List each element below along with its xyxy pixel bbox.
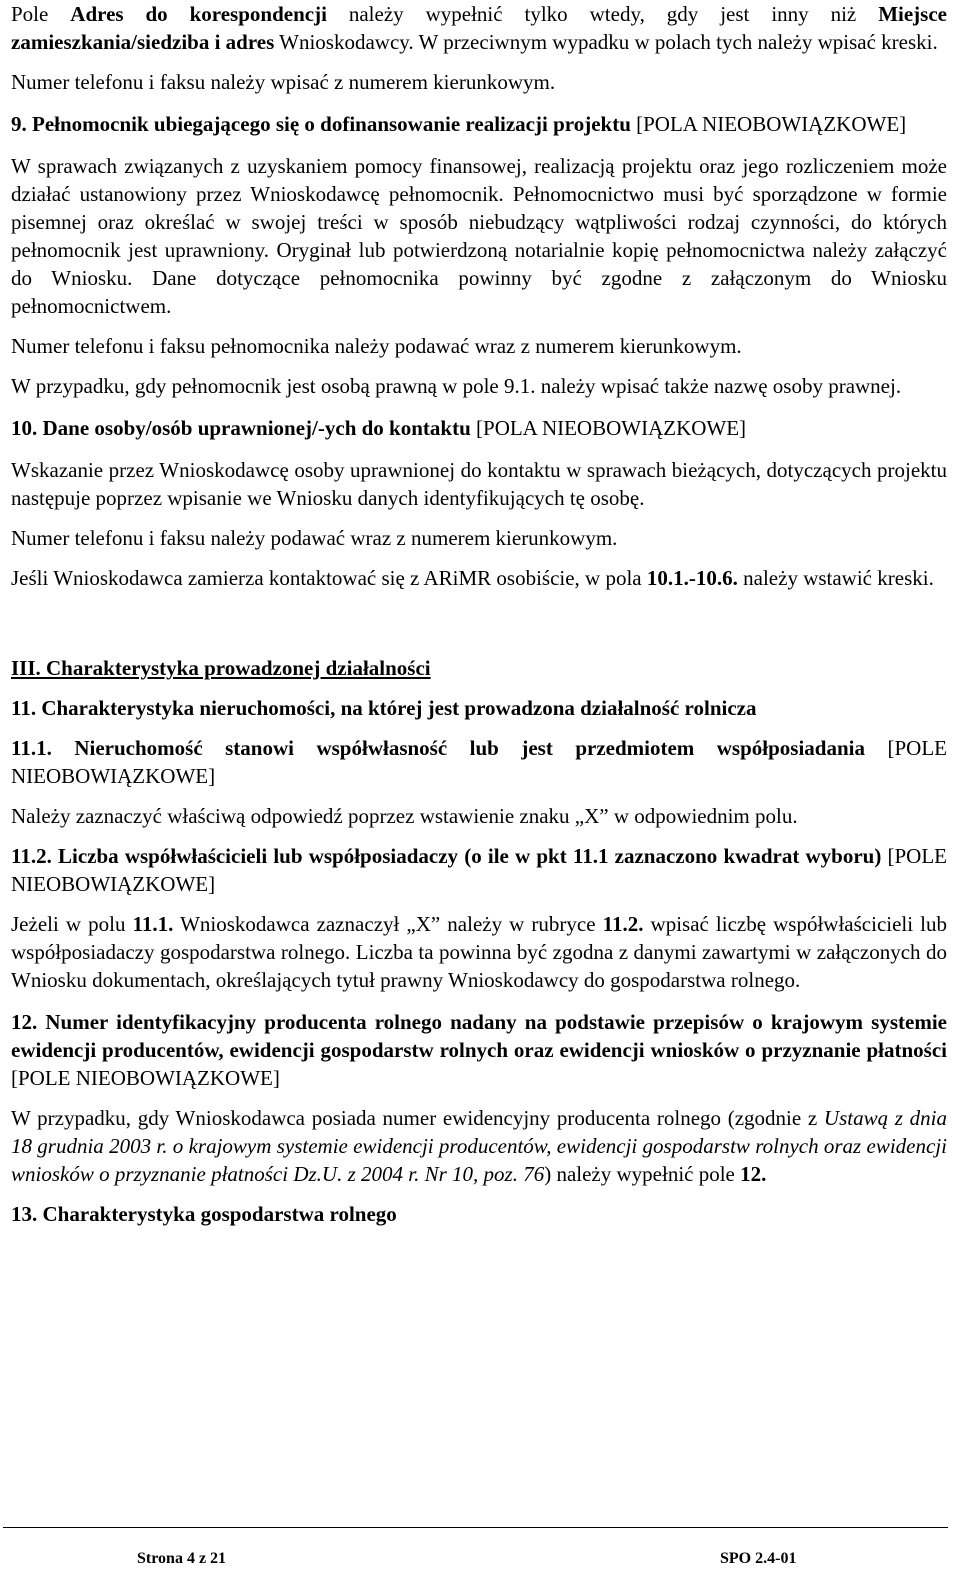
section-9-heading: 9. Pełnomocnik ubiegającego się o dofinansowanie realizacji projektu [POLA NIEOBOWIĄZKOWE] xyxy=(11,112,907,136)
section-11-1-heading: 11.1. Nieruchomość stanowi współwłasność lub jest przedmiotem współposiadania [POLE NIEOBOWIĄZKOWE] xyxy=(11,736,947,788)
section-9-phone-note: Numer telefonu i faksu pełnomocnika należy podawać wraz z numerem kierunkowym. xyxy=(11,334,742,358)
field-name: Adres do korespondencji xyxy=(70,2,327,26)
intro-paragraph: Pole Adres do korespondencji należy wypełnić tylko wtedy, gdy jest inny niż Miejsce zamieszkania/siedziba i adres Wnioskodawcy. W przeciwnym wypadku w polach tych należy wpisać kreski. xyxy=(11,2,947,54)
section-11-heading: 11. Charakterystyka nieruchomości, na której jest prowadzona działalność rolnicza xyxy=(11,696,757,720)
section-11-2-paragraph: Jeżeli w polu 11.1. Wnioskodawca zaznaczył „X” należy w rubryce 11.2. wpisać liczbę współwłaścicieli lub współposiadaczy gospodarstwa rolnego. Liczba ta powinna być zgodna z danymi zawartymi w załączonych do Wniosku dokumentach, określających tytuł prawny Wnioskodawcy do gospodarstwa rolnego. xyxy=(11,912,948,992)
section-11-2-heading: 11.2. Liczba współwłaścicieli lub współposiadaczy (o ile w pkt 11.1 zaznaczono kwadrat wyboru) [POLE NIEOBOWIĄZKOWE] xyxy=(11,844,947,896)
section-9-legal-person-note: W przypadku, gdy pełnomocnik jest osobą prawną w pole 9.1. należy wpisać także nazwę osoby prawnej. xyxy=(11,374,902,398)
section-13-heading: 13. Charakterystyka gospodarstwa rolnego xyxy=(11,1202,397,1226)
section-12-paragraph: W przypadku, gdy Wnioskodawca posiada numer ewidencyjny producenta rolnego (zgodnie z Ustawą z dnia 18 grudnia 2003 r. o krajowym systemie ewidencji producentów, ewidencji gospodarstw rolnych oraz ewidencji wniosków o przyznanie płatności Dz.U. z 2004 r. Nr 10, poz. 76) należy wypełnić pole 12. xyxy=(11,1106,947,1186)
field-name: Miejsce zamieszkania/siedziba i adres xyxy=(11,2,947,54)
footer-divider xyxy=(3,1527,948,1528)
section-III-heading: III. Charakterystyka prowadzonej działalności xyxy=(11,656,431,680)
page-number: Strona 4 z 21 xyxy=(137,1550,227,1567)
section-10-paragraph: Wskazanie przez Wnioskodawcę osoby uprawnionej do kontaktu w sprawach bieżących, dotyczących projektu następuje poprzez wpisanie we Wniosku danych identyfikujących tę osobę. xyxy=(11,458,947,510)
legal-citation: Ustawą z dnia 18 grudnia 2003 r. o krajowym systemie ewidencji producentów, ewidencji gospodarstw rolnych oraz ewidencji wniosków o przyznanie płatności Dz.U. z 2004 r. Nr 10, poz. 76 xyxy=(11,1106,947,1186)
section-9-paragraph: W sprawach związanych z uzyskaniem pomocy finansowej, realizacją projektu oraz jego rozliczeniem może działać ustanowiony przez Wnioskodawcę pełnomocnik. Pełnomocnictwo musi być sporządzone w formie pisemnej oraz określać w swojej treści w sposób niebudzący wątpliwości rodzaj czynności, do których pełnomocnik jest uprawniony. Oryginał lub potwierdzoną notarialnie kopię pełnomocnictwa należy załączyć do Wniosku. Dane dotyczące pełnomocnika powinny być zgodne z załączonym do Wniosku pełnomocnictwem. xyxy=(11,154,947,318)
section-10-phone-note: Numer telefonu i faksu należy podawać wraz z numerem kierunkowym. xyxy=(11,526,618,550)
document-page xyxy=(11,0,947,1228)
section-11-1-paragraph: Należy zaznaczyć właściwą odpowiedź poprzez wstawienie znaku „X” w odpowiednim polu. xyxy=(11,804,798,828)
intro-phone-note: Numer telefonu i faksu należy wpisać z numerem kierunkowym. xyxy=(11,70,556,94)
document-code: SPO 2.4-01 xyxy=(720,1550,797,1567)
section-12-heading: 12. Numer identyfikacyjny producenta rolnego nadany na podstawie przepisów o krajowym systemie ewidencji producentów, ewidencji gospodarstw rolnych oraz ewidencji wniosków o przyznanie płatności [POLE NIEOBOWIĄZKOWE] xyxy=(11,1010,947,1090)
section-10-personal-contact-note: Jeśli Wnioskodawca zamierza kontaktować się z ARiMR osobiście, w pola 10.1.-10.6. należy wstawić kreski. xyxy=(11,566,934,590)
section-10-heading: 10. Dane osoby/osób uprawnionej/-ych do kontaktu [POLA NIEOBOWIĄZKOWE] xyxy=(11,416,747,440)
